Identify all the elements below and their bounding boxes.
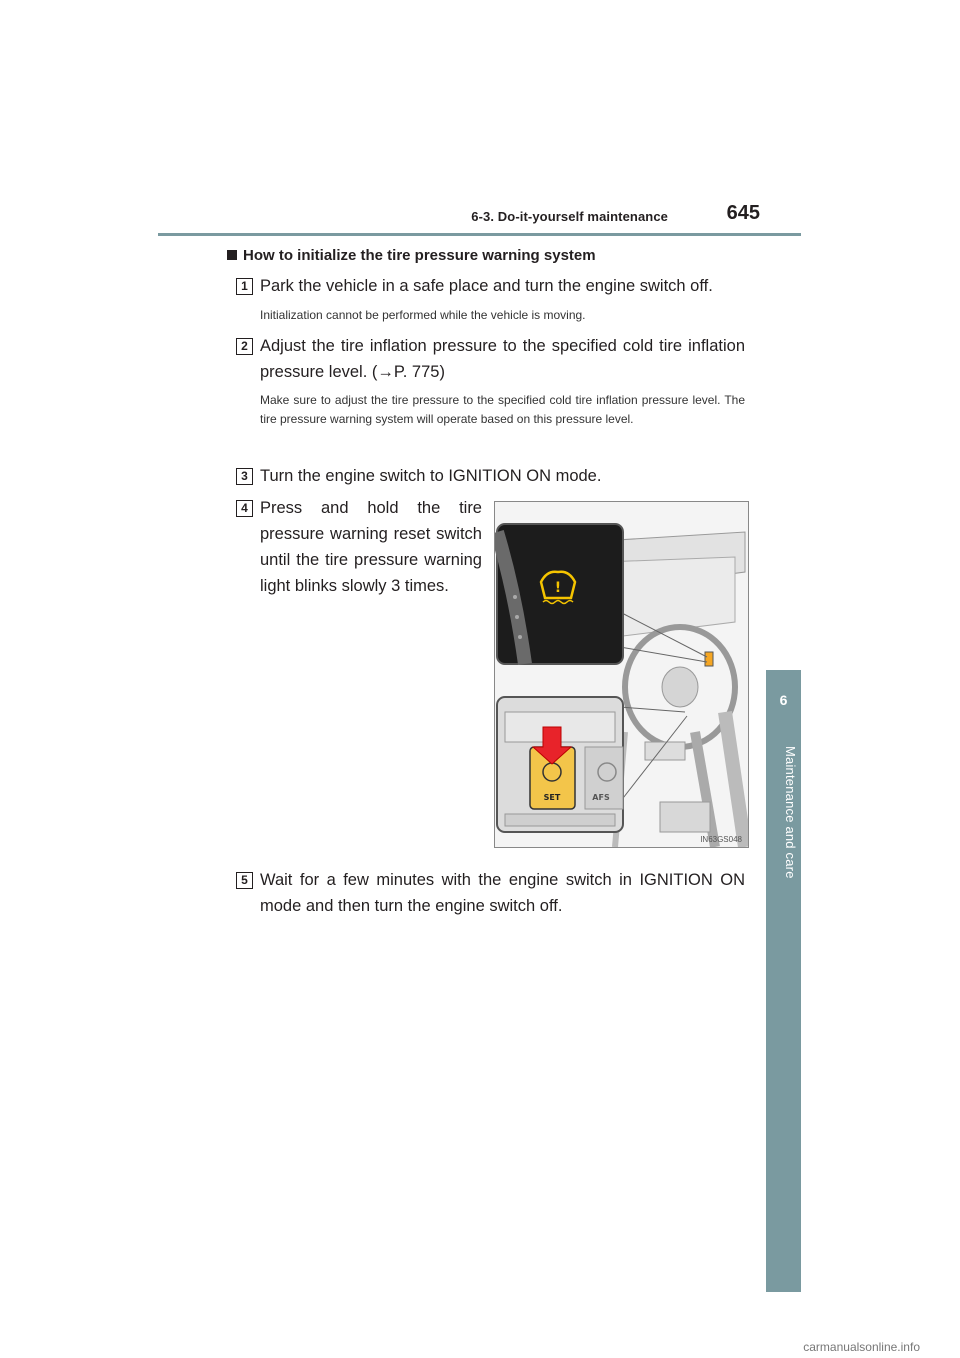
heading-bullet-icon bbox=[227, 250, 237, 260]
section-heading bbox=[227, 247, 596, 264]
step-text: Press and hold the tire pressure warning reset switch until the tire pressure warning light blinks slowly 3 times. bbox=[260, 499, 482, 595]
dashboard-diagram bbox=[495, 502, 748, 847]
page-number: 645 bbox=[726, 202, 760, 224]
svg-text:SET: SET bbox=[543, 793, 561, 802]
step-text: Wait for a few minutes with the engine switch in IGNITION ON mode and then turn the engine switch off. bbox=[260, 871, 745, 915]
step-number-badge: 5 bbox=[236, 872, 253, 889]
chapter-number: 6 bbox=[779, 692, 788, 708]
step-number-badge: 4 bbox=[236, 500, 253, 517]
reset-switch-illustration bbox=[494, 501, 749, 848]
footer-watermark: carmanualsonline.info bbox=[803, 1340, 920, 1354]
illustration-code: IN63GS048 bbox=[700, 835, 742, 844]
step-text: Turn the engine switch to IGNITION ON mode. bbox=[260, 467, 602, 485]
step-number-badge: 2 bbox=[236, 338, 253, 355]
section-heading-text: How to initialize the tire pressure warning system bbox=[243, 247, 596, 264]
step-number-badge: 1 bbox=[236, 278, 253, 295]
step-note: Initialization cannot be performed while the vehicle is moving. bbox=[260, 308, 586, 322]
svg-text:AFS: AFS bbox=[592, 793, 610, 802]
step-number-badge: 3 bbox=[236, 468, 253, 485]
chapter-side-tab[interactable] bbox=[766, 670, 801, 1292]
svg-text:!: ! bbox=[554, 580, 562, 596]
header-rule bbox=[158, 233, 801, 236]
chapter-label: Maintenance and care bbox=[783, 746, 798, 879]
step-text: Park the vehicle in a safe place and turn the engine switch off. bbox=[260, 277, 713, 295]
step-text: Adjust the tire inflation pressure to the specified cold tire inflation pressure level. (→P. 775) bbox=[260, 337, 745, 381]
step-note: Make sure to adjust the tire pressure to the specified cold tire inflation pressure level. The tire pressure warning system will operate based on this pressure level. bbox=[260, 393, 745, 426]
running-header-section: 6-3. Do-it-yourself maintenance bbox=[471, 209, 668, 224]
